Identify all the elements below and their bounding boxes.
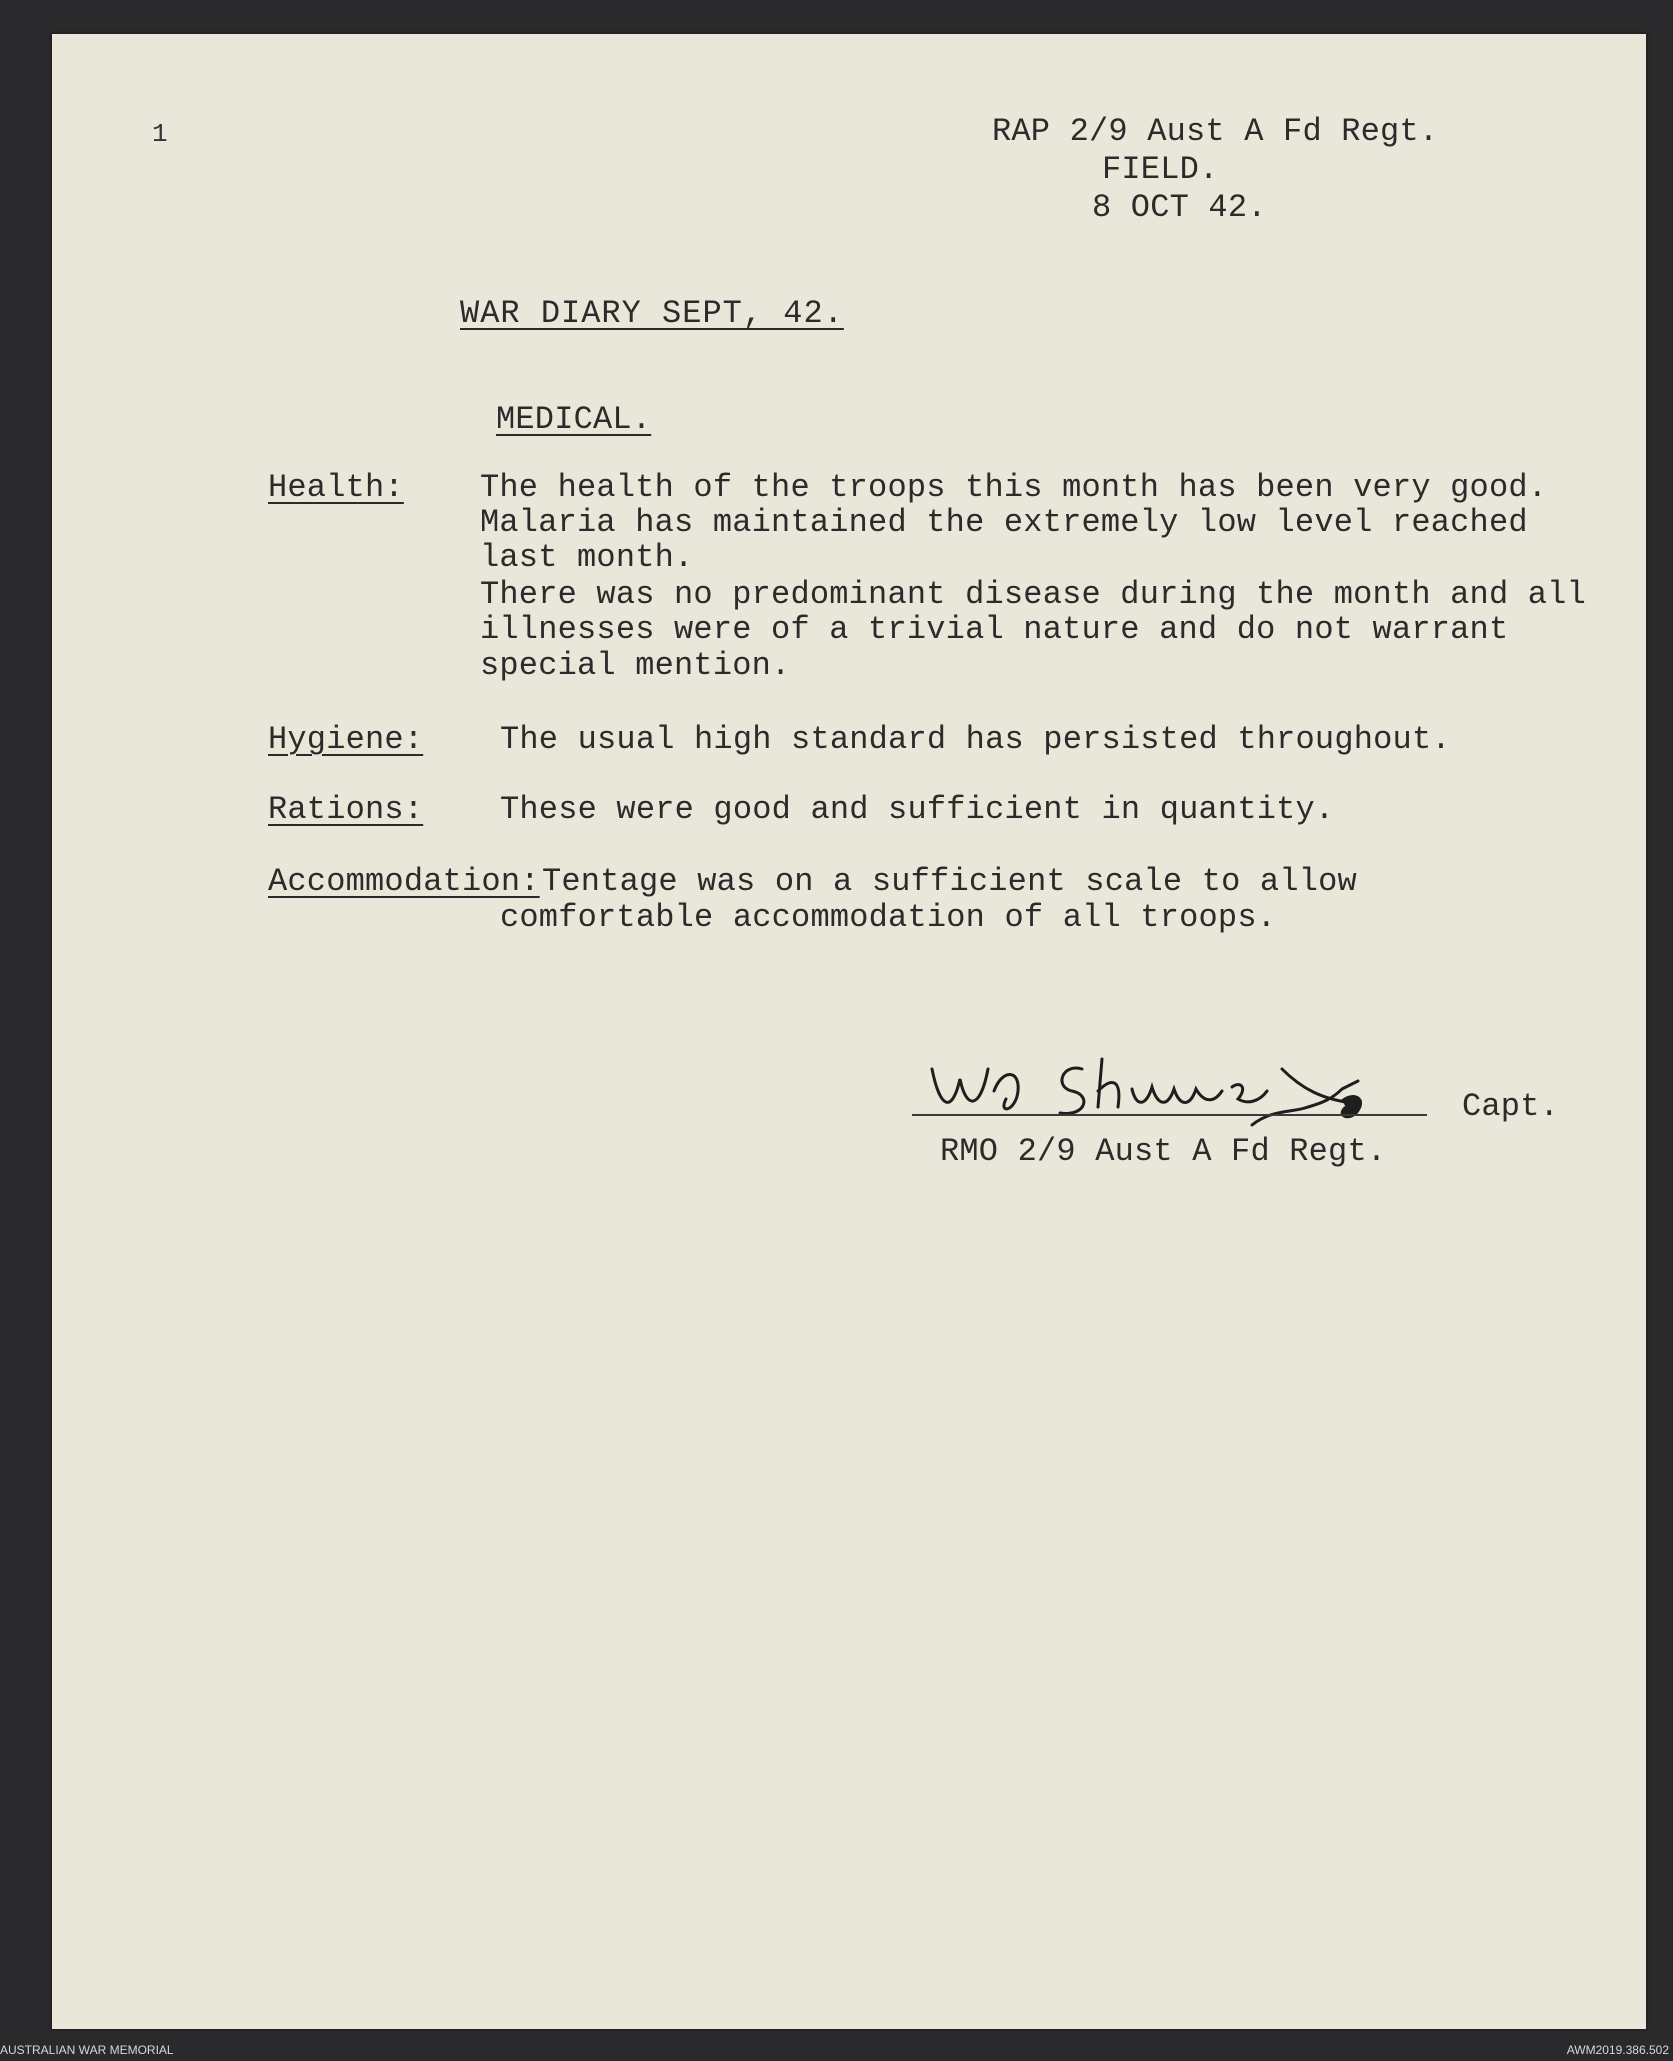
footer-accession-number: AWM2019.386.502 — [1566, 2043, 1669, 2057]
health-label: Health: — [268, 469, 404, 506]
page-mark: 1 — [152, 119, 168, 149]
accommodation-label: Accommodation: — [268, 863, 540, 900]
health-line-5: illnesses were of a trivial nature and do not warrant — [480, 611, 1509, 648]
header-date: 8 OCT 42. — [1092, 189, 1267, 226]
footer-institution: AUSTRALIAN WAR MEMORIAL — [0, 2043, 174, 2057]
health-line-3: last month. — [480, 539, 694, 576]
header-unit: RAP 2/9 Aust A Fd Regt. — [992, 113, 1439, 150]
health-line-2: Malaria has maintained the extremely low level reached — [480, 504, 1528, 541]
signature-rank: Capt. — [1462, 1088, 1560, 1125]
header-location: FIELD. — [1102, 151, 1219, 188]
health-line-4: There was no predominant disease during the month and all — [480, 576, 1586, 613]
document-page — [52, 34, 1646, 2029]
document-title: WAR DIARY SEPT, 42. — [460, 295, 844, 332]
rations-text: These were good and sufficient in quantity. — [500, 791, 1335, 828]
signature-designation: RMO 2/9 Aust A Fd Regt. — [940, 1133, 1387, 1170]
rations-label: Rations: — [268, 791, 424, 828]
signature-line — [912, 1114, 1427, 1116]
accommodation-text-line-1: Tentage was on a sufficient scale to allow — [542, 863, 1357, 900]
health-line-1: The health of the troops this month has been very good. — [480, 469, 1548, 506]
accommodation-text-line-2: comfortable accommodation of all troops. — [500, 899, 1277, 936]
hygiene-text: The usual high standard has persisted throughout. — [500, 721, 1451, 758]
hygiene-label: Hygiene: — [268, 721, 424, 758]
section-heading: MEDICAL. — [496, 401, 652, 438]
handwritten-signature — [922, 1029, 1392, 1139]
health-line-6: special mention. — [480, 647, 791, 684]
